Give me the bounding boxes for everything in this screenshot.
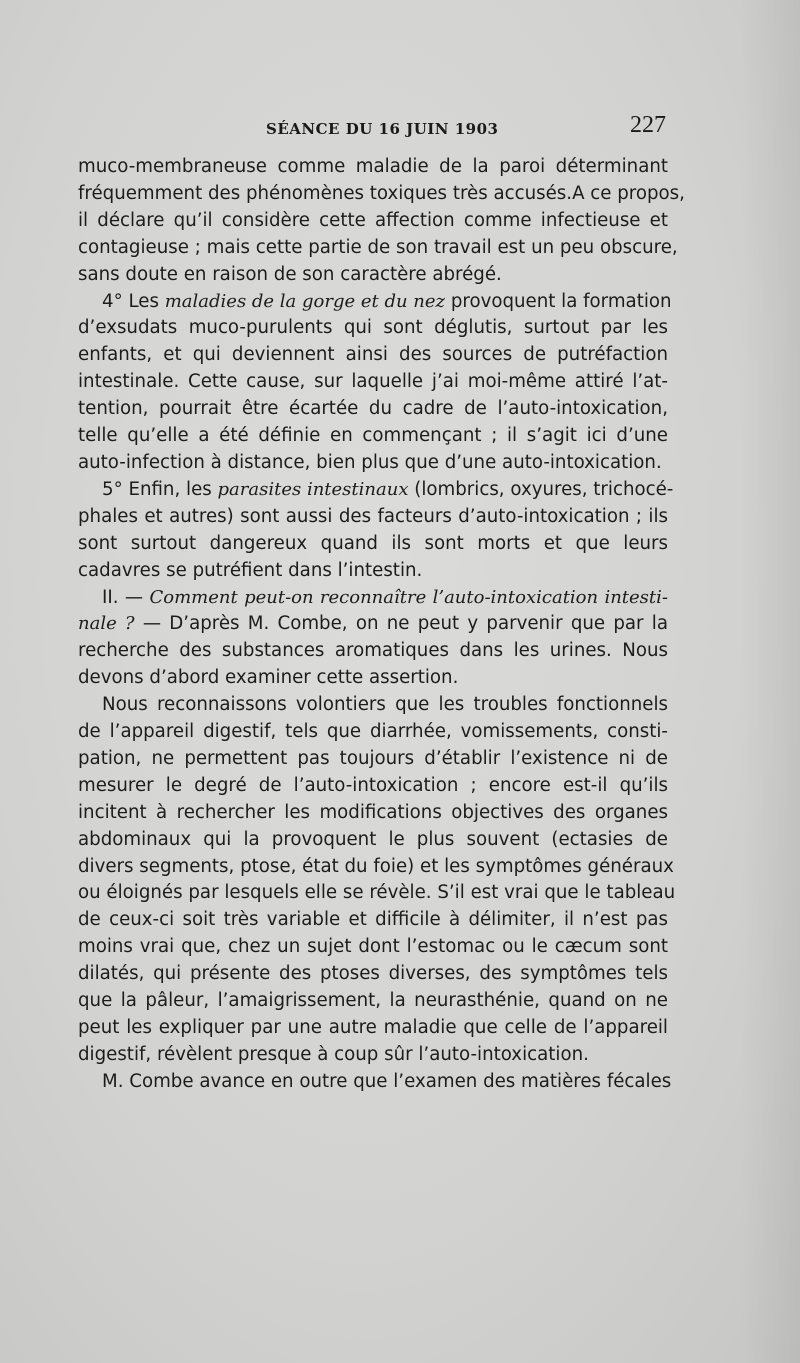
text-segment: pation, ne permettent pas toujours d’établir l’existence ni de [78, 747, 668, 769]
text-line [78, 611, 668, 638]
text-line [78, 181, 685, 208]
text-line [78, 692, 668, 719]
text-line [78, 235, 678, 262]
text-line [78, 450, 668, 477]
text-segment: 5° Enfin, les [102, 478, 218, 500]
text-line [78, 1069, 672, 1096]
text-segment: auto-infection à distance, bien plus que d’une auto-intoxication. [78, 451, 662, 473]
page-edge-shadow [740, 0, 800, 1363]
text-line [78, 504, 668, 531]
text-segment: moins vrai que, chez un sujet dont l’estomac ou le cæcum sont [78, 936, 668, 958]
text-segment: ou éloignés par lesquels elle se révèle. S’il est vrai que le tableau [78, 882, 676, 904]
italic-text-segment: nale ? [78, 613, 135, 635]
text-line [78, 289, 672, 316]
text-segment: — D’après M. Combe, on ne peut y parvenir que par la [134, 613, 668, 635]
text-segment: 4° Les [102, 290, 165, 312]
text-segment: sont surtout dangereux quand ils sont morts et que leurs [78, 532, 668, 554]
text-segment: telle qu’elle a été définie en commençant ; il s’agit ici d’une [78, 425, 668, 447]
text-line [78, 800, 668, 827]
text-segment: divers segments, ptose, état du foie) et les symptômes généraux [78, 855, 674, 877]
text-segment: d’exsudats muco-purulents qui sont déglutis, surtout par les [78, 317, 668, 339]
running-head: SÉANCE DU 16 JUIN 1903 [266, 120, 499, 138]
italic-text-segment: maladies de la gorge et du nez [164, 290, 446, 312]
text-segment: sans doute en raison de son caractère abrégé. [78, 263, 502, 285]
text-segment: phales et autres) sont aussi des facteurs d’auto-intoxication ; ils [78, 505, 668, 527]
text-line [78, 342, 668, 369]
text-segment: abdominaux qui la provoquent le plus souvent (ectasies de [78, 828, 668, 850]
text-segment: II. — [102, 586, 150, 608]
text-segment: tention, pourrait être écartée du cadre de l’auto-intoxication, [78, 398, 668, 420]
italic-text-segment: Comment peut-on reconnaître l’auto-intoxication intesti- [149, 586, 668, 608]
text-line [78, 1015, 668, 1042]
text-line [78, 315, 668, 342]
text-line [78, 988, 668, 1015]
text-line [78, 773, 668, 800]
text-segment: dilatés, qui présente des ptoses diverses, des symptômes tels [78, 963, 668, 985]
text-segment: cadavres se putréfient dans l’intestin. [78, 559, 423, 581]
text-line [78, 827, 668, 854]
text-segment: contagieuse ; mais cette partie de son travail est un peu obscure, [78, 236, 678, 258]
text-line [78, 262, 668, 289]
text-line [78, 665, 668, 692]
text-line [78, 854, 674, 881]
text-line [78, 746, 668, 773]
text-segment: digestif, révèlent presque à coup sûr l’auto-intoxication. [78, 1043, 589, 1065]
text-segment: incitent à rechercher les modifications objectives des organes [78, 801, 668, 823]
text-line [78, 208, 668, 235]
text-line [78, 558, 668, 585]
text-line [78, 154, 668, 181]
text-segment: de l’appareil digestif, tels que diarrhée, vomissements, consti- [78, 721, 668, 743]
text-segment: enfants, et qui deviennent ainsi des sources de putréfaction [78, 344, 668, 366]
text-segment: M. Combe avance en outre que l’examen des matières fécales [102, 1070, 672, 1092]
text-segment: (lombrics, oxyures, trichocé- [408, 478, 674, 500]
text-line [78, 907, 668, 934]
text-line [78, 719, 668, 746]
body-text [78, 154, 685, 1096]
text-segment: peut les expliquer par une autre maladie que celle de l’appareil [78, 1017, 668, 1038]
text-line [78, 638, 668, 665]
text-line [78, 585, 668, 612]
text-line [78, 531, 668, 558]
text-segment: intestinale. Cette cause, sur laquelle j’ai moi-même attiré l’at- [78, 371, 668, 393]
text-line [78, 369, 668, 396]
text-segment: fréquemment des phénomènes toxiques très accusés.A ce propos, [78, 182, 685, 204]
italic-text-segment: parasites intestinaux [217, 478, 409, 500]
text-line [78, 934, 668, 961]
page-number: 227 [630, 112, 666, 138]
page-header [78, 112, 668, 152]
text-segment: recherche des substances aromatiques dans les urines. Nous [78, 640, 668, 662]
text-line [78, 396, 668, 423]
text-segment: mesurer le degré de l’auto-intoxication ; encore est-il qu’ils [78, 774, 668, 796]
text-segment: provoquent la formation [445, 290, 672, 312]
text-segment: de ceux-ci soit très variable et difficile à délimiter, il n’est pas [78, 909, 668, 931]
text-line [78, 880, 676, 907]
text-line [78, 961, 668, 988]
text-segment: que la pâleur, l’amaigrissement, la neurasthénie, quand on ne [78, 990, 668, 1012]
text-segment: Nous reconnaissons volontiers que les troubles fonctionnels [102, 694, 668, 716]
text-segment: muco-membraneuse comme maladie de la paroi déterminant [78, 156, 668, 177]
text-line [78, 477, 674, 504]
text-segment: il déclare qu’il considère cette affection comme infectieuse et [78, 209, 668, 231]
text-segment: devons d’abord examiner cette assertion. [78, 667, 459, 689]
text-line [78, 423, 668, 450]
text-line [78, 1042, 668, 1069]
